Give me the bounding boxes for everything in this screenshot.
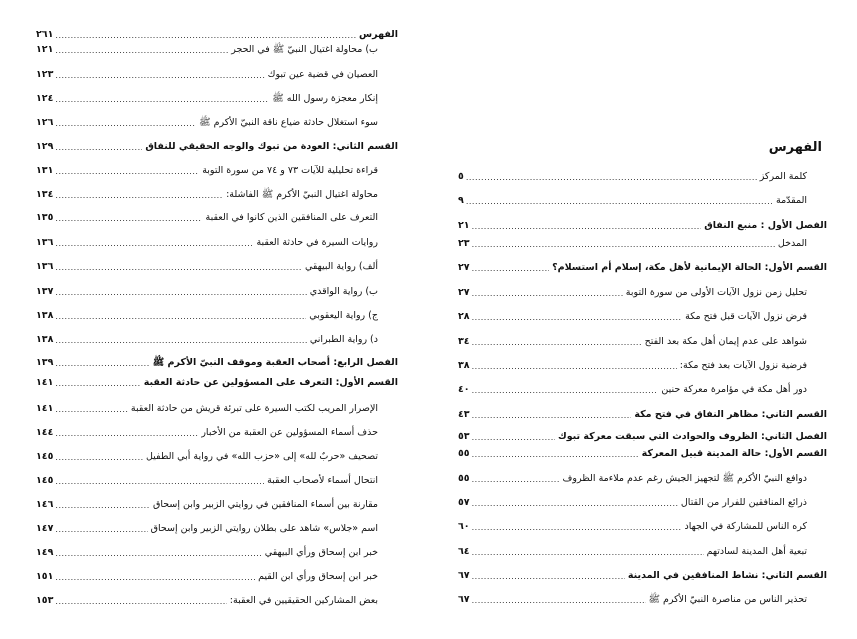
toc-entry	[36, 426, 378, 439]
toc-entry	[458, 261, 827, 274]
entry-title: روايات السيرة في حادثة العقبة	[256, 237, 378, 248]
page-number: ١٢٩	[36, 141, 54, 152]
dot-leader	[55, 118, 196, 129]
toc-entry	[36, 450, 378, 463]
entry-title: القسم الأول: التعرف على المسؤولين عن حادثة العقبة	[143, 377, 398, 388]
toc-entry	[458, 569, 827, 582]
toc-entry	[458, 496, 807, 509]
entry-title: قراءة تحليلية للآيات ٧٣ و ٧٤ من سورة التوبة	[202, 165, 378, 176]
dot-leader	[55, 428, 198, 439]
entry-title: مقارنة بين أسماء المنافقين في روايتي الزبير وابن إسحاق	[152, 499, 378, 510]
entry-title: الفصل الرابع: أصحاب العقبة وموقف النبيّ الأكرم ﷺ	[152, 357, 398, 368]
toc-entry	[458, 447, 827, 460]
dot-leader	[55, 524, 147, 535]
toc-entry	[458, 310, 807, 323]
entry-title: التعرف على المنافقين الذين كانوا في العقبة	[205, 212, 378, 223]
page-number: ١٢٦	[36, 117, 54, 128]
dot-leader	[55, 190, 223, 201]
dot-leader	[55, 548, 261, 559]
entry-title: تحذير الناس من مناصرة النبيّ الأكرم ﷺ	[648, 594, 807, 605]
entry-title: اسم «جلاس» شاهد على بطلان روايتي الزبير وابن إسحاق	[150, 523, 378, 534]
page-number: ١٤٥	[36, 475, 54, 486]
dot-leader	[472, 432, 555, 443]
entry-title: ب) محاولة اغتيال النبيّ ﷺ في الحجر	[231, 44, 378, 55]
toc-entry	[458, 194, 807, 207]
page-number: ٤٠	[458, 384, 470, 395]
page-number: ١٤١	[36, 377, 54, 388]
dot-leader	[472, 474, 560, 485]
toc-entry	[458, 383, 807, 396]
entry-title: تحليل زمن نزول الآيات الأولى من سورة التوبة	[625, 287, 807, 298]
page-number: ٢١	[458, 220, 470, 231]
page-number: ٣٨	[458, 360, 470, 371]
entry-title: شواهد على عدم إيمان أهل مكة بعد الفتح	[644, 336, 807, 347]
toc-entry	[36, 522, 378, 535]
toc-entry	[458, 335, 807, 348]
toc-entry	[36, 28, 398, 41]
page-number: ١٢٣	[36, 69, 54, 80]
dot-leader	[55, 572, 255, 583]
toc-entry	[36, 285, 378, 298]
page-number: ١٤٧	[36, 523, 54, 534]
entry-title: خبر ابن إسحاق ورأي البيهقي	[264, 547, 378, 558]
entry-title: فرضية نزول الآيات بعد فتح مكة:	[679, 360, 807, 371]
toc-entry	[36, 43, 378, 56]
dot-leader	[472, 410, 632, 421]
page-number: ١٣٧	[36, 286, 54, 297]
dot-leader	[55, 358, 149, 369]
page-number: ١٤٦	[36, 499, 54, 510]
dot-leader	[472, 221, 702, 232]
dot-leader	[55, 45, 228, 56]
dot-leader	[55, 238, 253, 249]
dot-leader	[466, 196, 773, 207]
dot-leader	[466, 172, 757, 183]
page-number: ٦٠	[458, 521, 470, 532]
entry-title: الفصل الأول : منبع النفاق	[704, 220, 827, 231]
toc-entry	[36, 474, 378, 487]
dot-leader	[55, 213, 202, 224]
page-number: ١٣٥	[36, 212, 54, 223]
toc-entry	[36, 594, 378, 607]
toc-entry	[458, 237, 807, 250]
page-number: ٩	[458, 195, 464, 206]
dot-leader	[55, 404, 127, 415]
page-number: ١٤١	[36, 403, 54, 414]
dot-leader	[472, 263, 550, 274]
dot-leader	[472, 361, 677, 372]
entry-title: ج) رواية اليعقوبي	[309, 310, 378, 321]
entry-title: حذف أسماء المسؤولين عن العقبة من الأخبار	[201, 427, 378, 438]
page-number: ١٣٨	[36, 310, 54, 321]
entry-title: انتحال أسماء لأصحاب العقبة	[267, 475, 378, 486]
toc-entry	[458, 219, 827, 232]
page-number: ١٣٨	[36, 334, 54, 345]
page-number: ١٤٤	[36, 427, 54, 438]
page-number: ١٤٩	[36, 547, 54, 558]
dot-leader	[55, 262, 302, 273]
entry-title: كلمة المركز	[759, 171, 807, 182]
dot-leader	[55, 70, 264, 81]
entry-title: المدخل	[777, 238, 807, 249]
page-number: ٤٣	[458, 409, 470, 420]
dot-leader	[472, 547, 704, 558]
dot-leader	[55, 476, 264, 487]
entry-title: العصيان في قضية عين تبوك	[267, 69, 378, 80]
toc-entry	[458, 545, 807, 558]
toc-entry	[36, 376, 398, 389]
dot-leader	[55, 94, 269, 105]
entry-title: ألف) رواية البيهقي	[304, 261, 378, 272]
toc-entry	[458, 286, 807, 299]
dot-leader	[55, 142, 142, 153]
toc-entry	[36, 260, 378, 273]
page-title: الفهرس	[768, 140, 822, 155]
entry-title: الفهرس	[359, 29, 398, 40]
dot-leader	[472, 498, 678, 509]
page-number: ١٤٥	[36, 451, 54, 462]
toc-entry	[458, 593, 807, 606]
entry-title: كره الناس للمشاركة في الجهاد	[684, 521, 807, 532]
toc-entry	[36, 570, 378, 583]
dot-leader	[472, 449, 639, 460]
page-number: ٢٧	[458, 262, 470, 273]
toc-entry	[36, 188, 378, 201]
dot-leader	[55, 452, 143, 463]
dot-leader	[55, 311, 306, 322]
dot-leader	[55, 30, 356, 41]
page-number: ١٥٣	[36, 595, 54, 606]
toc-entry	[36, 309, 378, 322]
page-number: ١٣٦	[36, 261, 54, 272]
dot-leader	[55, 596, 226, 607]
entry-title: الفصل الثاني: الظروف والحوادث التي سبقت معركة تبوك	[557, 431, 827, 442]
toc-entry	[36, 356, 398, 369]
dot-leader	[472, 571, 625, 582]
entry-title: القسم الثاني: نشاط المنافقين في المدينة	[627, 570, 827, 581]
page-number: ١٣٩	[36, 357, 54, 368]
dot-leader	[472, 239, 775, 250]
page-number: ٥٧	[458, 497, 470, 508]
dot-leader	[472, 337, 642, 348]
right-page	[428, 0, 857, 639]
entry-title: القسم الأول: حالة المدينة قبيل المعركة	[641, 448, 827, 459]
entry-title: الإصرار المريب لكتب السيرة على تبرئة قريش من حادثة العقبة	[130, 403, 378, 414]
toc-entry	[458, 408, 827, 421]
dot-leader	[55, 166, 199, 177]
entry-title: القسم الثاني: العودة من تبوك والوجه الحقيقي للنفاق	[145, 141, 398, 152]
toc-entry	[36, 498, 378, 511]
entry-title: القسم الثاني: مظاهر النفاق في فتح مكة	[634, 409, 827, 420]
page-number: ١٣٦	[36, 237, 54, 248]
page-number: ٦٤	[458, 546, 470, 557]
dot-leader	[55, 500, 150, 511]
entry-title: خبر ابن إسحاق ورأي ابن القيم	[258, 571, 378, 582]
page-number: ٢٨	[458, 311, 470, 322]
entry-title: ب) رواية الواقدي	[309, 286, 378, 297]
dot-leader	[472, 522, 682, 533]
page-number: ٥٥	[458, 448, 470, 459]
toc-entry	[36, 68, 378, 81]
dot-leader	[472, 595, 646, 606]
toc-entry	[36, 546, 378, 559]
page-number: ١٥١	[36, 571, 54, 582]
toc-entry	[36, 402, 378, 415]
entry-title: إنكار معجزة رسول الله ﷺ	[272, 93, 378, 104]
toc-entry	[458, 430, 827, 443]
dot-leader	[472, 312, 683, 323]
toc-entry	[458, 520, 807, 533]
dot-leader	[55, 335, 306, 346]
entry-title: تصحيف «حربٌ لله» إلى «حزب الله» في رواية أبي الطفيل	[145, 451, 378, 462]
page-number: ٢٧	[458, 287, 470, 298]
dot-leader	[55, 378, 140, 389]
toc-entry	[36, 164, 378, 177]
toc-entry	[458, 170, 807, 183]
dot-leader	[472, 288, 623, 299]
entry-title: ذرائع المنافقين للفرار من القتال	[680, 497, 807, 508]
dot-leader	[472, 385, 659, 396]
entry-title: فرض نزول الآيات قبل فتح مكة	[685, 311, 807, 322]
entry-title: دور أهل مكة في مؤامرة معركة حنين	[661, 384, 807, 395]
page-number: ١٣٤	[36, 189, 54, 200]
entry-title: دوافع النبيّ الأكرم ﷺ لتجهيز الجيش رغم عدم ملاءمة الظروف	[562, 473, 807, 484]
page-number: ١٢٤	[36, 93, 54, 104]
left-page	[0, 0, 428, 639]
toc-entry	[36, 116, 378, 129]
page-number: ٥	[458, 171, 464, 182]
toc-entry	[458, 472, 807, 485]
toc-entry	[36, 211, 378, 224]
toc-entry	[36, 92, 378, 105]
page-number: ٥٣	[458, 431, 470, 442]
entry-title: محاولة اغتيال النبيّ الأكرم ﷺ الفاشلة:	[226, 189, 378, 200]
page-number: ٦٧	[458, 570, 470, 581]
entry-title: المقدّمة	[775, 195, 807, 206]
page-number: ٢٣	[458, 238, 470, 249]
entry-title: سوء استغلال حادثة ضياع ناقة النبيّ الأكرم ﷺ	[199, 117, 378, 128]
toc-entry	[36, 140, 398, 153]
page-number: ٦٧	[458, 594, 470, 605]
entry-title: بعض المشاركين الحقيقيين في العقبة:	[229, 595, 378, 606]
page-number: ١٢١	[36, 44, 54, 55]
entry-title: تبعية أهل المدينة لسادتهم	[706, 546, 807, 557]
toc-entry	[36, 333, 378, 346]
page-number: ٣٤	[458, 336, 470, 347]
dot-leader	[55, 287, 306, 298]
page-number: ١٣١	[36, 165, 54, 176]
page-number: ٢٦١	[36, 29, 54, 40]
entry-title: د) رواية الطبراني	[309, 334, 378, 345]
toc-entry	[36, 236, 378, 249]
page-number: ٥٥	[458, 473, 470, 484]
toc-entry	[458, 359, 807, 372]
entry-title: القسم الأول: الحالة الإيمانية لأهل مكة، إسلام أم استسلام؟	[552, 262, 827, 273]
